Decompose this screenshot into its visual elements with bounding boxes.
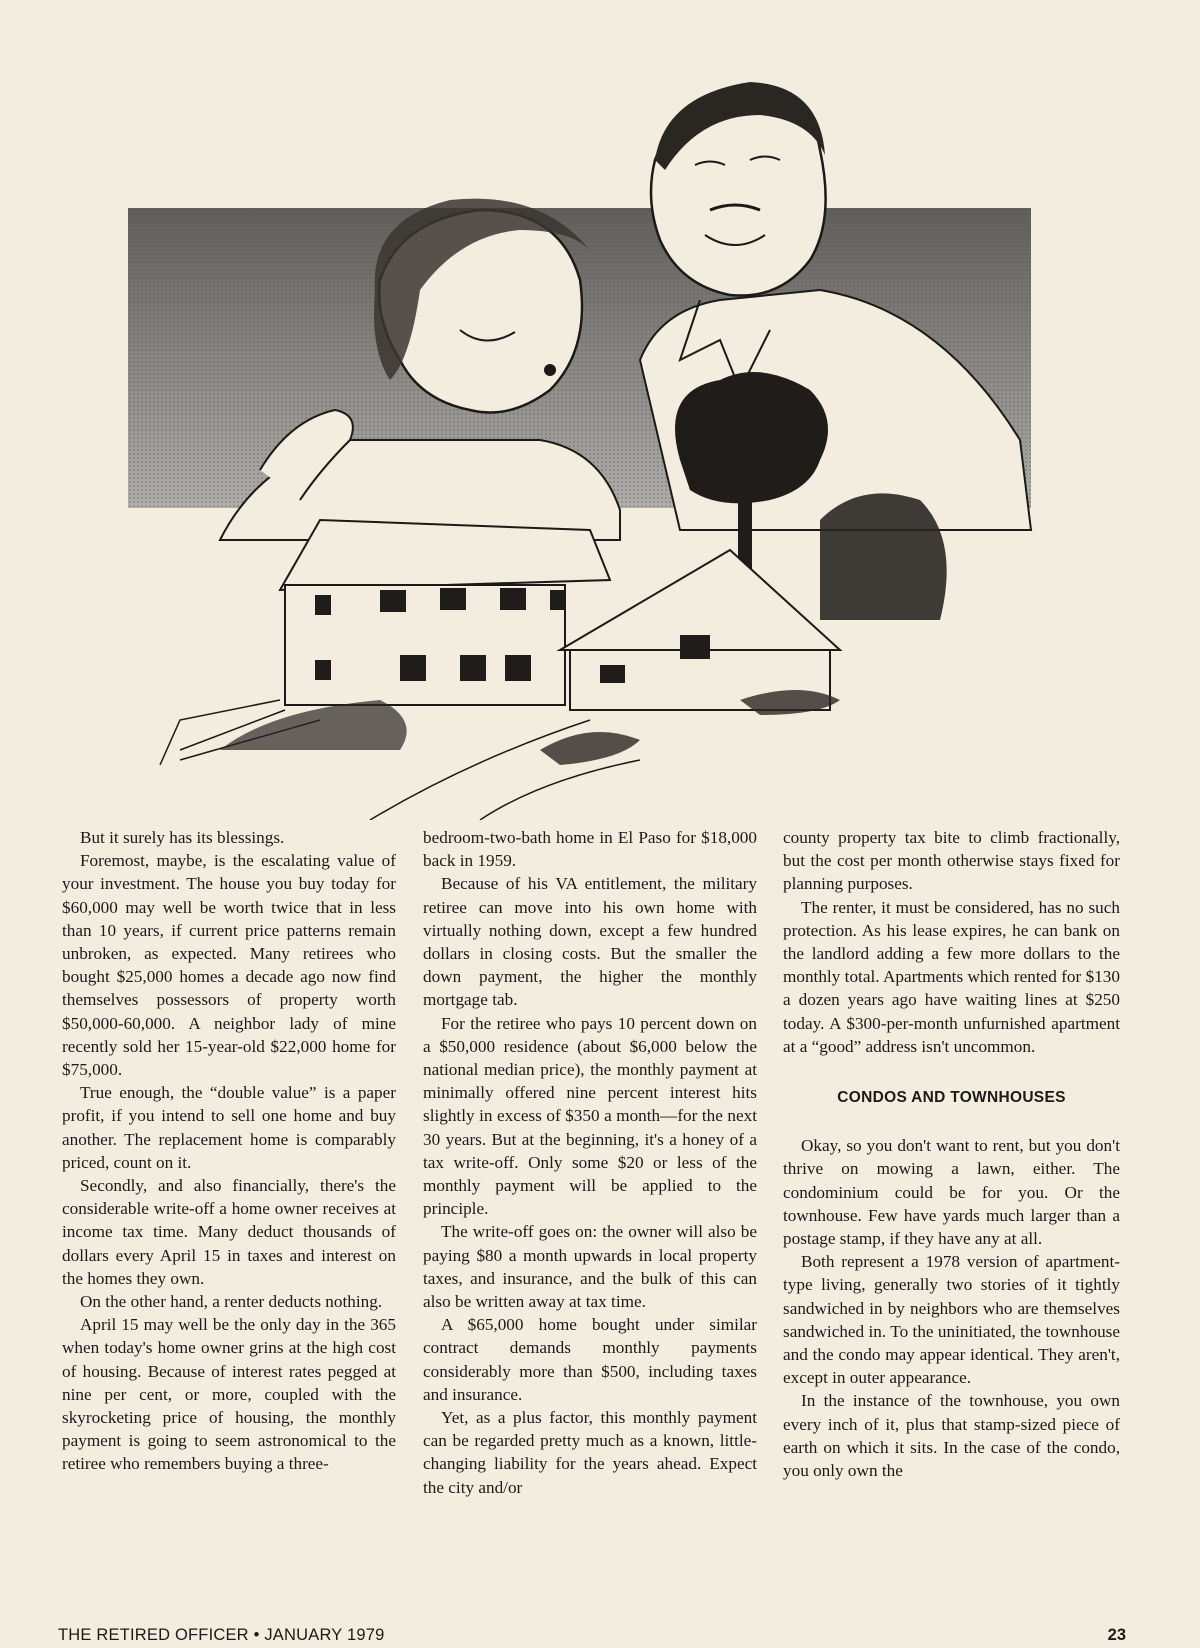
paragraph: In the instance of the townhouse, you own every inch of it, plus that stamp-sized piece of earth on which it sits. In the case of the condo, you only own the <box>783 1391 1120 1481</box>
paragraph: On the other hand, a renter deducts nothing. <box>80 1292 383 1312</box>
paragraph: A $65,000 home bought under similar contract demands monthly payments considerably more than $500, including taxes and insurance. <box>423 1315 757 1404</box>
paragraph: Yet, as a plus factor, this monthly payment can be regarded pretty much as a known, little-changing liability for the years ahead. Expect the city and/or <box>423 1408 757 1497</box>
paragraph: Okay, so you don't want to rent, but you don't thrive on mowing a lawn, either. The condominium could be for you. Or the townhouse. Few have yards much larger than a postage stamp, if they have any at all. <box>783 1136 1120 1249</box>
section-heading: CONDOS AND TOWNHOUSES <box>837 1089 1066 1107</box>
paragraph: bedroom-two-bath home in El Paso for $18,000 back in 1959. <box>423 828 757 871</box>
article-illustration <box>120 60 1040 820</box>
paragraph: True enough, the “double value” is a paper profit, if you intend to sell one home and buy another. The replacement home is comparably priced, count on it. <box>62 1083 396 1172</box>
paragraph: Foremost, maybe, is the escalating value of your investment. The house you buy today for $60,000 may well be worth twice that in less than 10 years, if current price patterns remain unbroken, as expected. Many retirees who bought $25,000 homes a decade ago now find themselves possessors of property worth $50,000-60,000. A neighbor lady of mine recently sold her 15-year-old $22,000 home for $75,000. <box>62 851 396 1080</box>
paragraph: Because of his VA entitlement, the military retiree can move into his own home with virtually nothing down, except a few hundred dollars in closing costs. But the smaller the down payment, the higher the monthly mortgage tab. <box>423 874 757 1010</box>
paragraph: The renter, it must be considered, has no such protection. As his lease expires, he can bank on the landlord adding a few more dollars to the monthly total. Apartments which rented for $130 a dozen years ago have waiting lines at $250 today. A $300-per-month unfurnished apartment at a “good” address isn't uncommon. <box>783 897 1120 1056</box>
column-3 <box>783 826 1120 1482</box>
page-number: 23 <box>1107 1626 1126 1644</box>
page-footer <box>58 1626 1126 1648</box>
paragraph: Both represent a 1978 version of apartment-type living, generally two stories of it tightly sandwiched in by neighbors who are themselves sandwiched in. To the uninitiated, the townhouse and the condo may appear identical. They aren't, except in outer appearance. <box>783 1252 1120 1388</box>
paragraph: April 15 may well be the only day in the 365 when today's home owner grins at the high cost of housing. Because of interest rates pegged at nine per cent, or more, coupled with the skyrocketing price of housing, the monthly payment is going to seem astronomical to the retiree who remembers buying a three- <box>62 1315 396 1474</box>
couple-illustration <box>120 60 1040 820</box>
publication-line: THE RETIRED OFFICER • JANUARY 1979 <box>58 1626 385 1644</box>
article-body <box>62 826 1126 1526</box>
paragraph: The write-off goes on: the owner will also be paying $80 a month upwards in local property taxes, and insurance, and the bulk of this can also be written away at tax time. <box>423 1222 757 1312</box>
paragraph: Secondly, and also financially, there's the considerable write-off a home owner receives at income tax time. Many deduct thousands of dollars every April 15 in taxes and interest on the homes they own. <box>62 1176 396 1288</box>
houses-illustration <box>160 520 840 820</box>
paragraph: But it surely has its blessings. <box>80 828 285 847</box>
paragraph: For the retiree who pays 10 percent down on a $50,000 residence (about $6,000 below the national median price), the monthly payment at minimally offered nine percent interest hits slightly in excess of $350 a month—for the next 30 years. But at the beginning, it's a honey of a tax write-off. Only some $20 or less of the monthly payment will be applied to the principle. <box>423 1013 757 1219</box>
column-2 <box>423 826 757 1499</box>
paragraph: county property tax bite to climb fractionally, but the cost per month otherwise stays fixed for planning purposes. <box>783 828 1120 894</box>
column-1 <box>62 826 396 1476</box>
